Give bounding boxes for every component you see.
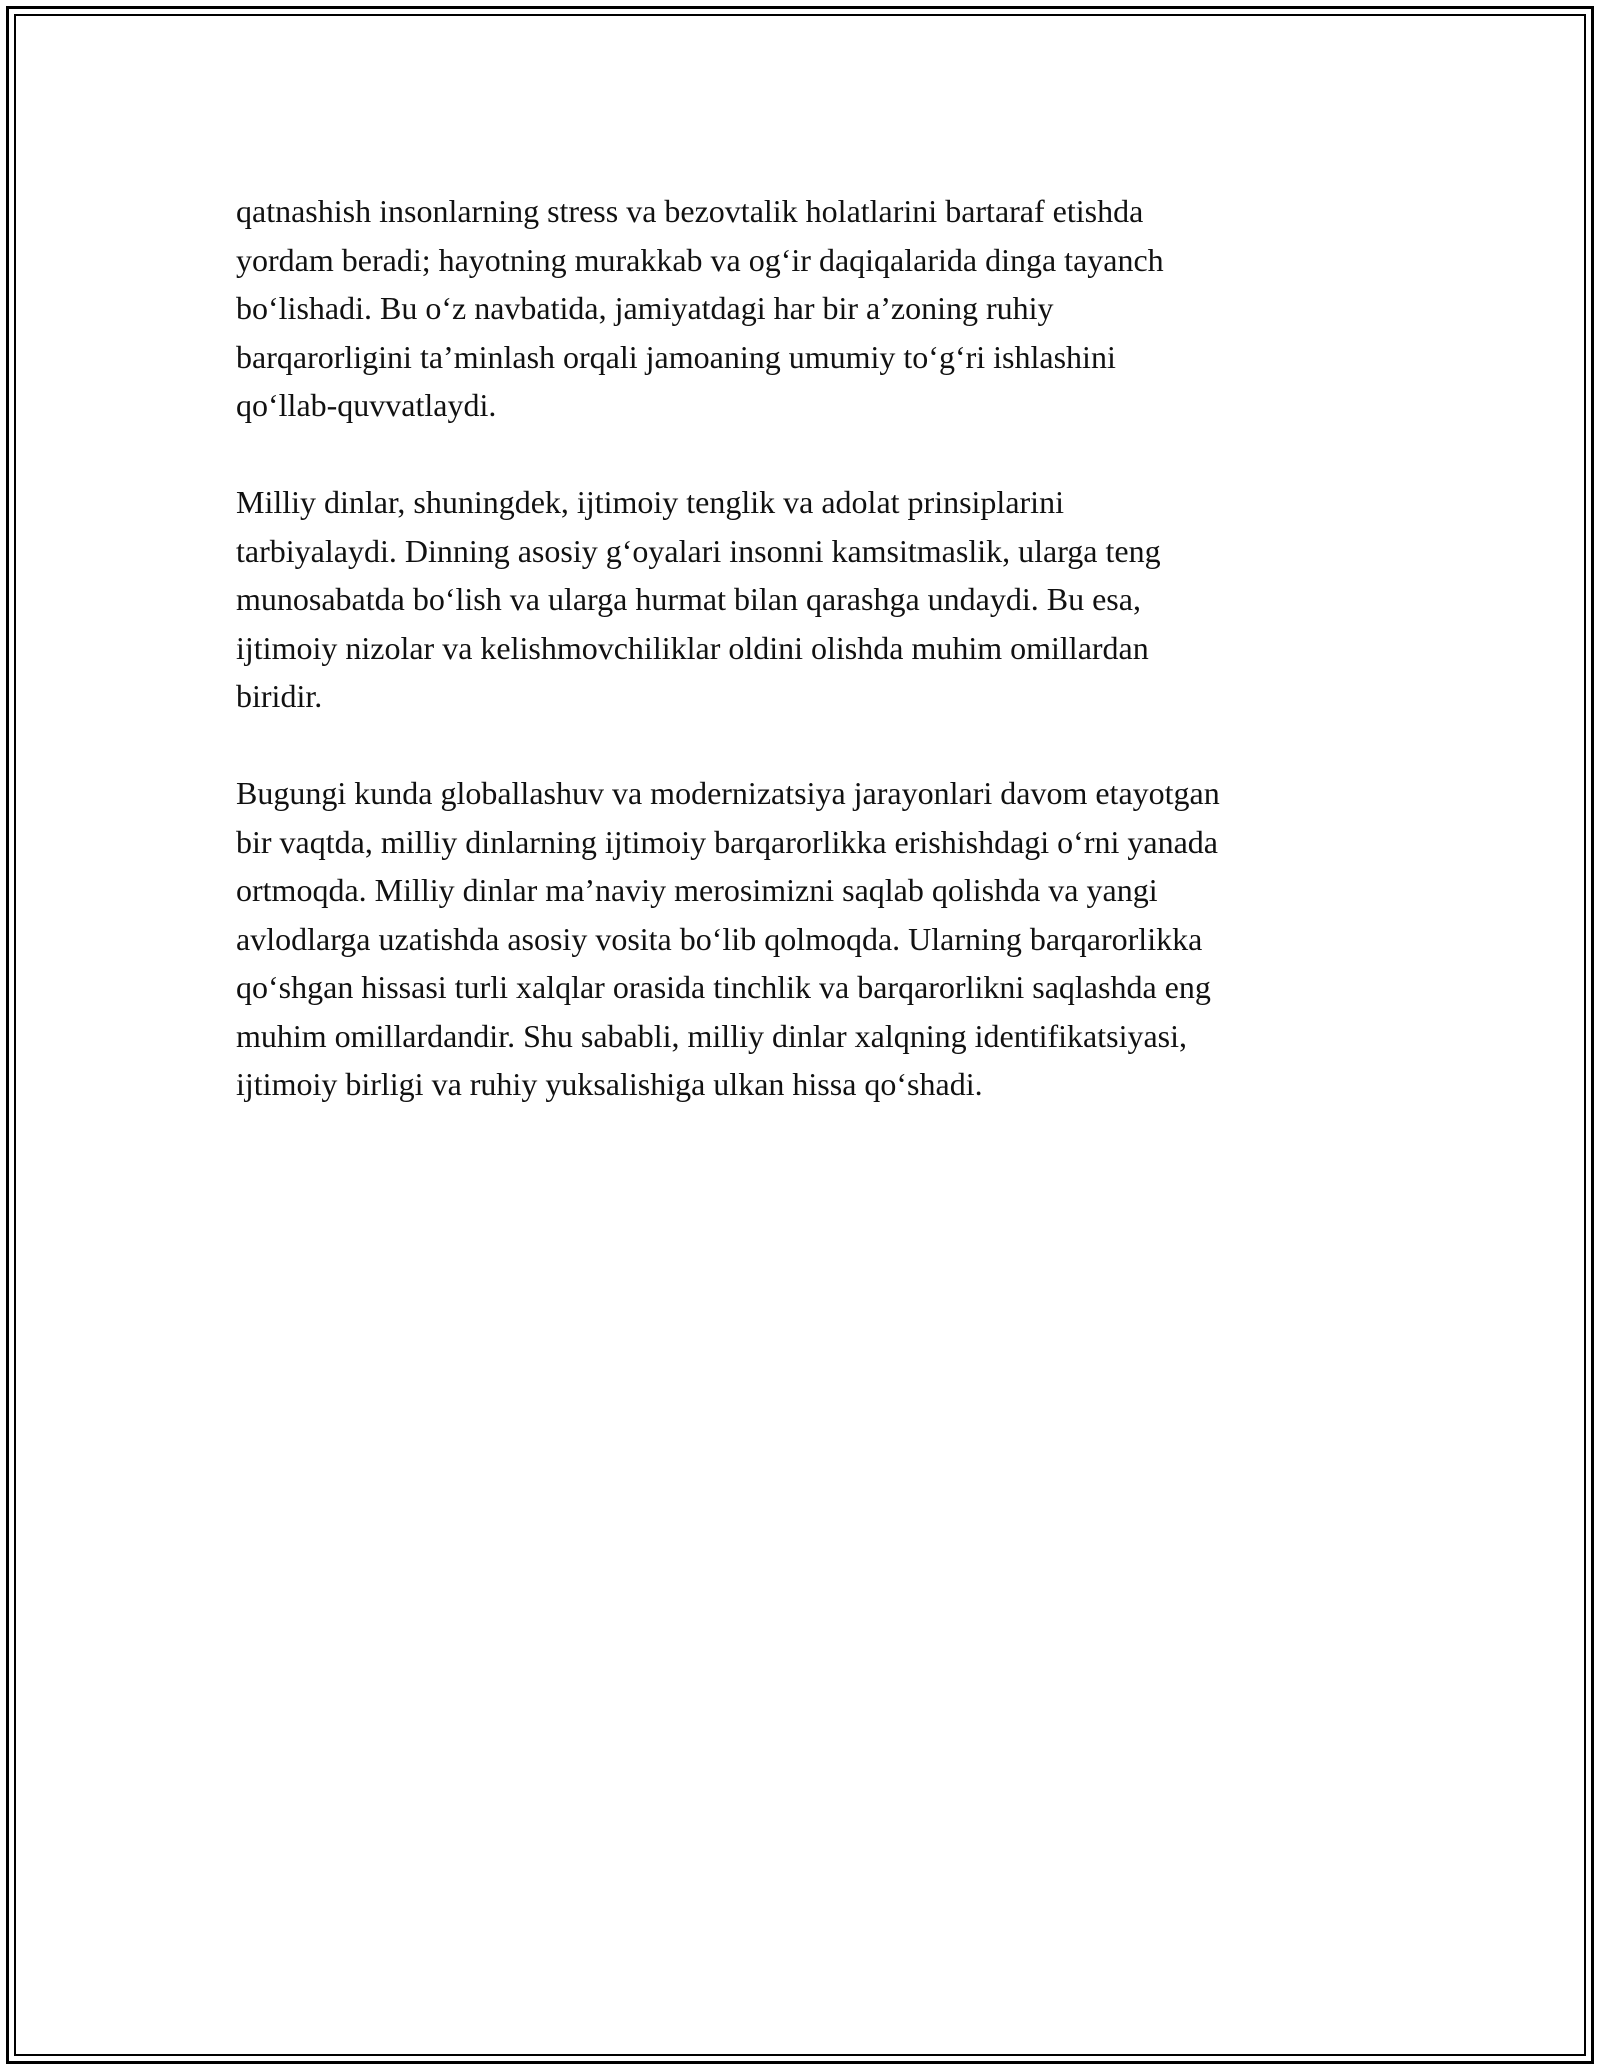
paragraph-2 bbox=[236, 478, 1376, 721]
paragraph-3 bbox=[236, 769, 1376, 1109]
text-line: ijtimoiy birligi va ruhiy yuksalishiga ulkan hissa qo‘shadi. bbox=[236, 1066, 983, 1102]
text-line: yordam beradi; hayotning murakkab va og‘ir daqiqalarida dinga tayanch bbox=[236, 241, 1164, 278]
text-line: barqarorligini ta’minlash orqali jamoaning umumiy to‘g‘ri ishlashini bbox=[236, 338, 1116, 375]
text-line: biridir. bbox=[236, 678, 323, 714]
text-line: ijtimoiy nizolar va kelishmovchiliklar oldini olishda muhim omillardan bbox=[236, 629, 1149, 666]
text-line: ortmoqda. Milliy dinlar ma’naviy merosimizni saqlab qolishda va yangi bbox=[236, 872, 1158, 908]
text-line: muhim omillardandir. Shu sababli, milliy dinlar xalqning identifikatsiyasi, bbox=[236, 1017, 1187, 1054]
text-line: bir vaqtda, milliy dinlarning ijtimoiy barqarorlikka erishishdagi o‘rni yanada bbox=[236, 823, 1218, 860]
paragraph-1 bbox=[236, 187, 1376, 430]
text-line: qo‘llab-quvvatlaydi. bbox=[236, 387, 497, 423]
text-line: Bugungi kunda globallashuv va modernizatsiya jarayonlari davom etayotgan bbox=[236, 775, 1220, 811]
text-line: avlodlarga uzatishda asosiy vosita bo‘lib qolmoqda. Ularning barqarorlikka bbox=[236, 920, 1203, 957]
text-line: Milliy dinlar, shuningdek, ijtimoiy tenglik va adolat prinsiplarini bbox=[236, 484, 1064, 520]
text-line: bo‘lishadi. Bu o‘z navbatida, jamiyatdagi har bir a’zoning ruhiy bbox=[236, 290, 1054, 326]
document-body bbox=[236, 187, 1376, 1157]
text-line: qatnashish insonlarning stress va bezovtalik holatlarini bartaraf etishda bbox=[236, 193, 1144, 229]
text-line: munosabatda bo‘lish va ularga hurmat bilan qarashga undaydi. Bu esa, bbox=[236, 581, 1141, 617]
text-line: tarbiyalaydi. Dinning asosiy g‘oyalari insonni kamsitmaslik, ularga teng bbox=[236, 532, 1161, 569]
text-line: qo‘shgan hissasi turli xalqlar orasida tinchlik va barqarorlikni saqlashda eng bbox=[236, 969, 1211, 1005]
